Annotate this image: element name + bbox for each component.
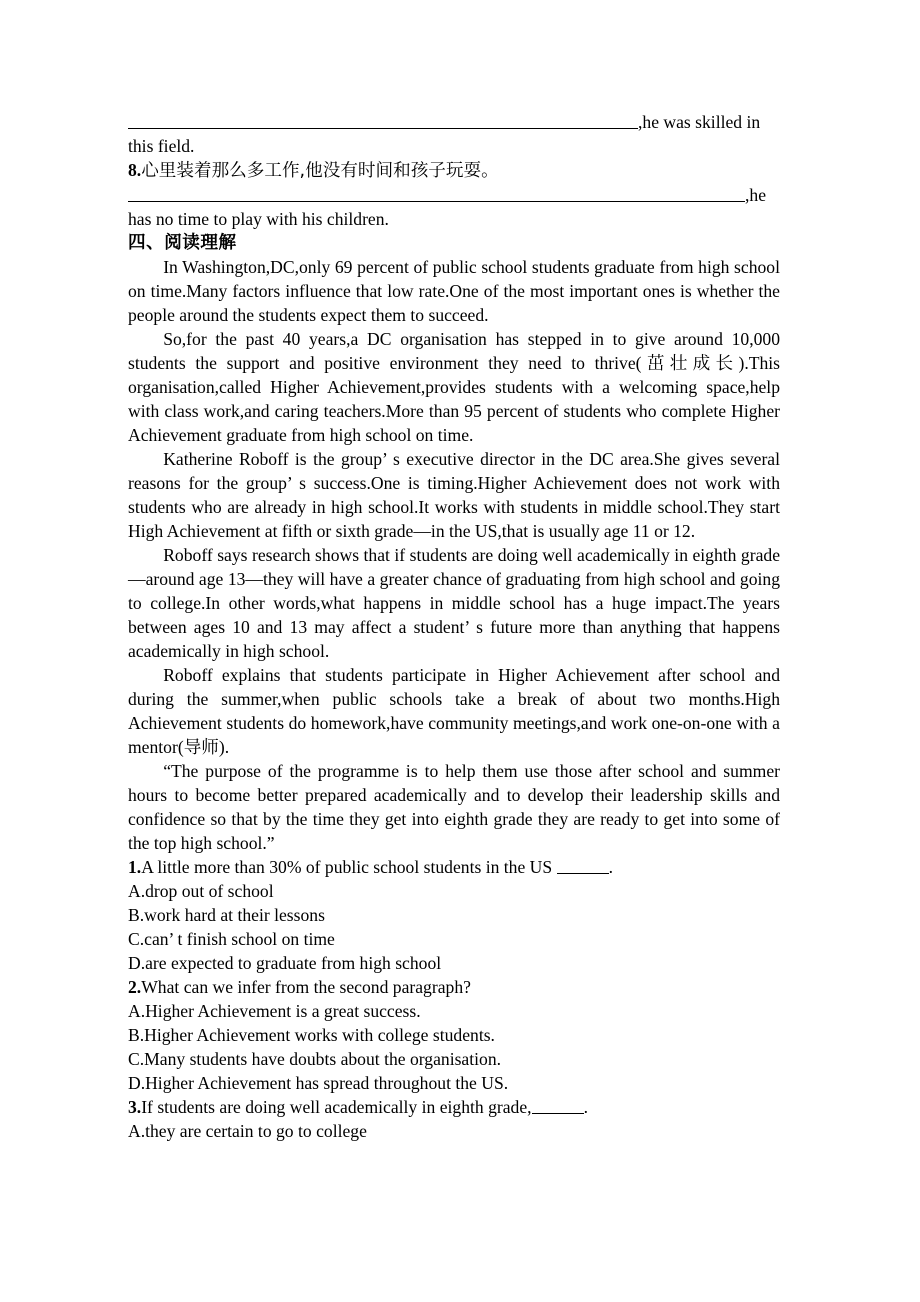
question-3-stem-tail: . <box>583 1097 588 1117</box>
question-1-option-c[interactable]: C.can’ t finish school on time <box>128 929 335 949</box>
passage-paragraph-2: So,for the past 40 years,a DC organisation has stepped in to give around 10,000 students the support and positive environment they need to thrive(茁壮成长).This organisation,called Higher Achievement,provides students with a welcoming space,help with class work,and caring teachers.More than 95 percent of students who complete Higher Achievement graduate from high school on time. <box>128 329 780 445</box>
item-7-answer-tail-line2: this field. <box>128 136 195 156</box>
item-8-number: 8. <box>128 160 142 180</box>
question-1-stem-tail: . <box>608 857 613 877</box>
question-3-option-a[interactable]: A.they are certain to go to college <box>128 1121 367 1141</box>
question-1-number: 1. <box>128 857 142 877</box>
item-8-answer-tail: ,he <box>745 185 767 205</box>
item-7-answer-tail: ,he was skilled in <box>638 112 761 132</box>
translation-item-8-prompt <box>128 158 780 183</box>
answer-blank-rule-8[interactable] <box>128 185 745 202</box>
translation-item-8-answer-line <box>128 183 780 207</box>
question-1-stem <box>128 855 780 879</box>
question-3-stem <box>128 1095 780 1119</box>
item-8-answer-tail-line2: has no time to play with his children. <box>128 209 389 229</box>
page-content <box>128 110 780 1143</box>
item-8-chinese-text: 心里装着那么多工作,他没有时间和孩子玩耍。 <box>141 161 499 181</box>
question-1-option-d[interactable]: D.are expected to graduate from high school <box>128 953 442 973</box>
passage-paragraph-5: Roboff explains that students participate in Higher Achievement after school and during the summer,when public schools take a break of about two months.High Achievement students do homework,have community meetings,and work one-on-one with a mentor(导师). <box>128 665 780 757</box>
question-2-option-c[interactable]: C.Many students have doubts about the organisation. <box>128 1049 502 1069</box>
question-3-blank[interactable] <box>532 1099 584 1114</box>
question-1-option-b[interactable]: B.work hard at their lessons <box>128 905 325 925</box>
question-3-stem-text: If students are doing well academically in eighth grade, <box>141 1097 532 1117</box>
passage-paragraph-4: Roboff says research shows that if students are doing well academically in eighth grade—around age 13—they will have a greater chance of graduating from high school and going to college.In other words,what happens in middle school has a huge impact.The years between ages 10 and 13 may affect a student’ s future more than anything that happens academically in high school. <box>128 545 780 661</box>
question-3-number: 3. <box>128 1097 142 1117</box>
question-1-option-a[interactable]: A.drop out of school <box>128 881 274 901</box>
question-1-stem-text: A little more than 30% of public school students in the US <box>141 857 557 877</box>
section-heading-reading-comprehension: 四、阅读理解 <box>128 233 237 253</box>
question-2-number: 2. <box>128 977 142 997</box>
passage-paragraph-6-quote: “The purpose of the programme is to help them use those after school and summer hours to become better prepared academically and to develop their leadership skills and confidence so that by the time they get into eighth grade they are ready to get into some of the top high school.” <box>128 761 780 853</box>
answer-blank-rule-7[interactable] <box>128 112 638 129</box>
translation-item-7-answer-line <box>128 110 780 134</box>
question-1-blank[interactable] <box>557 859 609 874</box>
passage-paragraph-3: Katherine Roboff is the group’ s executive director in the DC area.She gives several reasons for the group’ s success.One is timing.Higher Achievement does not work with students who are already in high school.It works with students in middle school.They start High Achievement at fifth or sixth grade—in the US,that is usually age 11 or 12. <box>128 449 780 541</box>
question-2-option-d[interactable]: D.Higher Achievement has spread throughout the US. <box>128 1073 509 1093</box>
question-2-stem <box>128 975 780 999</box>
passage-paragraph-1: In Washington,DC,only 69 percent of public school students graduate from high school on time.Many factors influence that low rate.One of the most important ones is whether the people around the students expect them to succeed. <box>128 257 780 325</box>
question-2-option-a[interactable]: A.Higher Achievement is a great success. <box>128 1001 421 1021</box>
question-2-stem-text: What can we infer from the second paragraph? <box>141 977 471 997</box>
question-2-option-b[interactable]: B.Higher Achievement works with college students. <box>128 1025 495 1045</box>
